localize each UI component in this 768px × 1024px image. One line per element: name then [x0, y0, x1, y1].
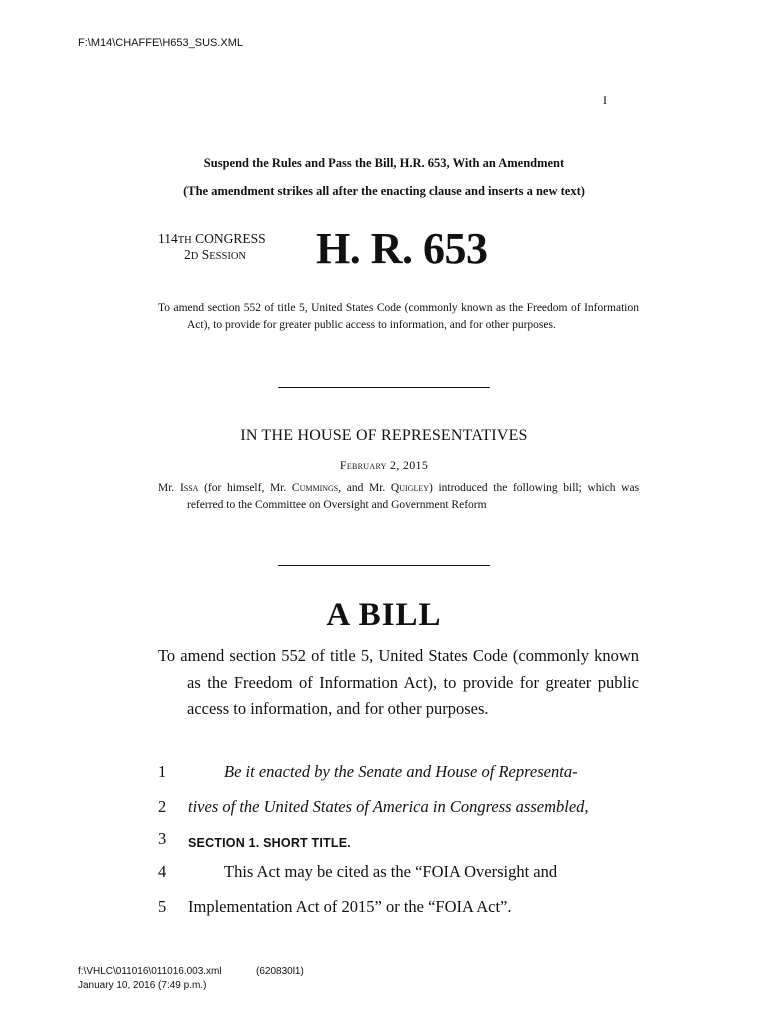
file-path: F:\M14\CHAFFE\H653_SUS.XML [78, 37, 244, 49]
short-title-text: Implementation Act of 2015” or the “FOIA Act”. [188, 897, 512, 916]
intro-text-1: (for himself, Mr. [204, 482, 287, 494]
session-number: 2 [184, 247, 191, 262]
line-number: 5 [158, 897, 167, 916]
line-number: 4 [158, 862, 167, 881]
divider-rule [278, 387, 490, 388]
long-title: To amend section 552 of title 5, United States Code (commonly known as the Freedom of Information Act), to provide for greater public access to information, and for other purposes. [158, 646, 639, 718]
introduction-statement [158, 480, 639, 514]
intro-text-2: , and Mr. [338, 482, 386, 494]
introduction-date: February 2, 2015 [339, 458, 429, 472]
enacting-clause-line: tives of the United States of America in Congress assembled, [188, 797, 589, 816]
short-title-text: This Act may be cited as the “FOIA Oversight and [224, 862, 558, 881]
session-word-rest: ESSION [209, 251, 246, 262]
short-purpose: To amend section 552 of title 5, United States Code (commonly known as the Freedom of Information Act), to provide for greater public access to information, and for other purposes. [158, 302, 639, 331]
enacting-clause-line: Be it enacted by the Senate and House of Representa- [224, 762, 578, 781]
amendment-note: (The amendment strikes all after the enacting clause and inserts a new text) [183, 184, 585, 198]
section-title: SECTION 1. SHORT TITLE. [188, 836, 351, 850]
session-number-suffix: D [190, 251, 199, 262]
intro-mr: Mr. [158, 482, 175, 494]
line-number: 2 [158, 797, 167, 816]
session-label [184, 247, 246, 265]
a-bill-heading: A BILL [326, 597, 442, 633]
house-heading: IN THE HOUSE OF REPRESENTATIVES [240, 427, 528, 444]
page-marker: I [603, 93, 607, 107]
intro-text-3: ) introduced the following bill; which was referred to the Committee on Oversight and Government Reform [187, 482, 640, 511]
congress-number: 114 [158, 231, 178, 246]
footer-file: f:\VHLC\011016\011016.003.xml [78, 966, 222, 977]
bill-number: H. R. 653 [316, 224, 488, 273]
line-number: 1 [158, 762, 167, 781]
cosponsor-name-1: Cummings [291, 482, 339, 494]
divider-rule [278, 565, 490, 566]
cosponsor-name-2: Quigley [390, 482, 429, 494]
section-title-wrap [188, 829, 610, 849]
session-word-initial: S [201, 247, 210, 262]
suspend-rules-heading: Suspend the Rules and Pass the Bill, H.R. 653, With an Amendment [203, 156, 565, 170]
sponsor-name: Issa [179, 482, 199, 494]
line-number: 3 [158, 829, 167, 848]
congress-word: CONGRESS [195, 231, 266, 246]
congress-number-suffix: TH [177, 235, 192, 246]
footer-date: January 10, 2016 (7:49 p.m.) [78, 980, 207, 991]
footer-id: (620830l1) [256, 966, 304, 977]
